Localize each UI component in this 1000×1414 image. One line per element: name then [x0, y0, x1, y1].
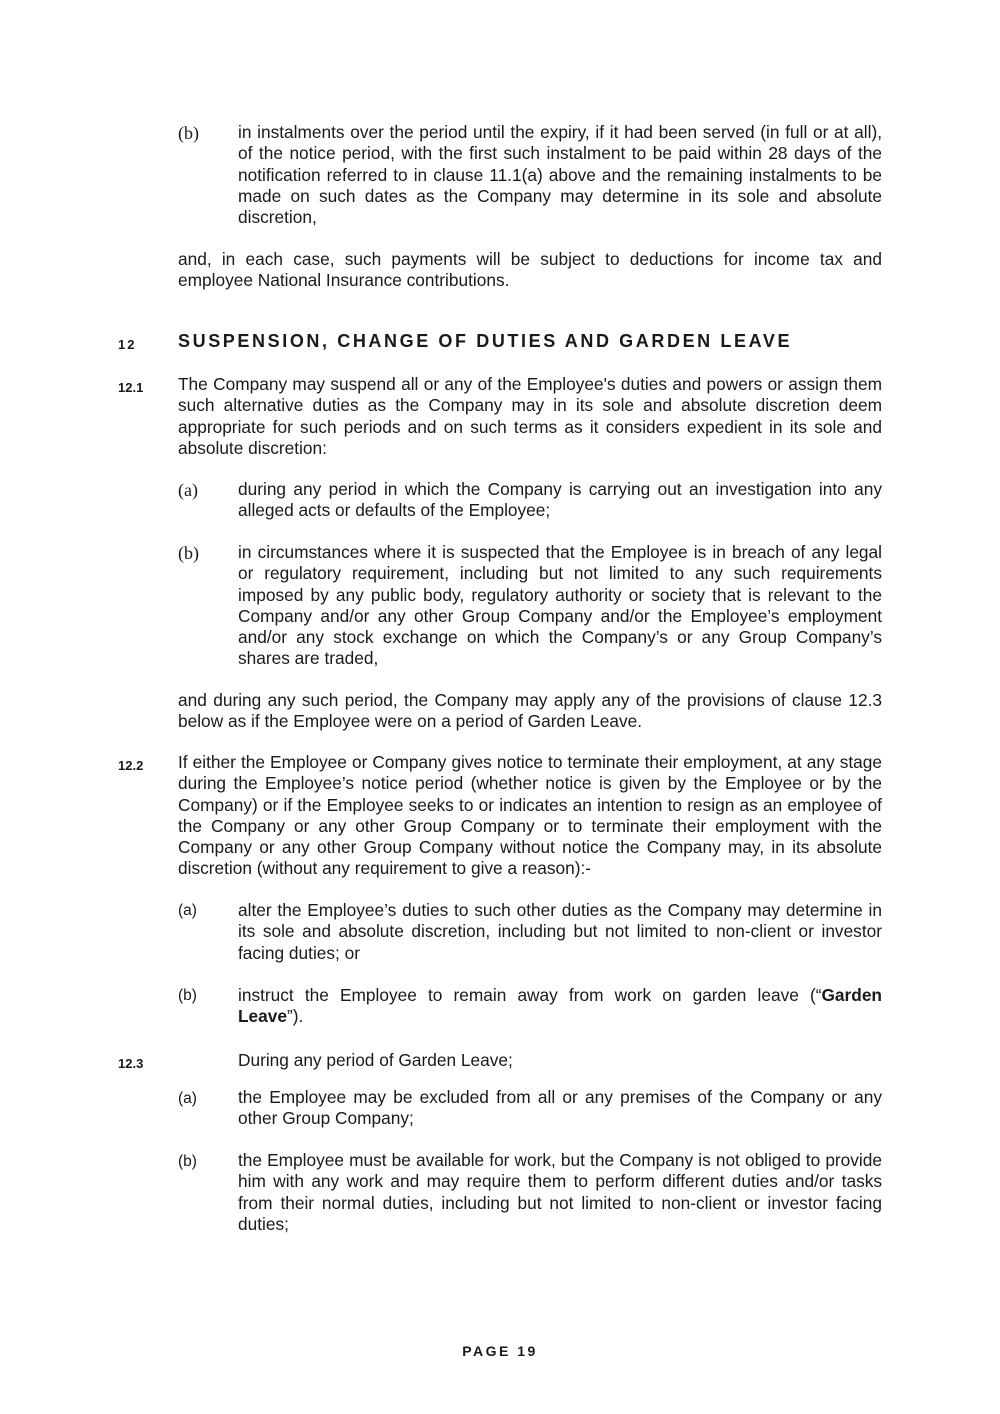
section-heading: SUSPENSION, CHANGE OF DUTIES AND GARDEN LEAVE [178, 331, 793, 351]
item-text: in circumstances where it is suspected that the Employee is in breach of any legal or regulatory requirement, including but not limited to any such requirements imposed by any public body, regulatory authority or society that is relevant to the Company and/or any other Group Company and/or the Employee’s employment and/or any stock exchange on which the Company’s or any Group Company’s shares are traded, [238, 542, 882, 669]
item-text: alter the Employee’s duties to such other duties as the Company may determine in its sole and absolute discretion, including but not limited to non-client or investor facing duties; or [238, 900, 882, 963]
clause-text: The Company may suspend all or any of the Employee's duties and powers or assign them such alternative duties as the Company may in its sole and absolute discretion deem appropriate for such periods and on such terms as it considers expedient in its sole and absolute discretion: [178, 374, 882, 458]
item-label: (b) [178, 123, 199, 143]
clause-number: 12.2 [118, 758, 144, 773]
item-label: (a) [178, 480, 198, 500]
page-number: PAGE 19 [462, 1343, 538, 1359]
item-label: (b) [178, 1153, 197, 1170]
clause-text: If either the Employee or Company gives notice to terminate their employment, at any stage during the Employee’s notice period (whether notice is given by the Employee or by the Company) or if the Employee seeks to or indicates an intention to resign as an employee of the Company or any other Group Company or to terminate their employment with the Company or any other Group Company without notice the Company may, in its absolute discretion (without any requirement to give a reason):- [178, 752, 882, 879]
item-text: the Employee must be available for work, but the Company is not obliged to provide him with any work and may require them to perform different duties and/or tasks from their normal duties, including but not limited to non-client or investor facing duties; [238, 1150, 882, 1234]
defined-term: Garden Leave [238, 985, 882, 1027]
item-text: in instalments over the period until the expiry, if it had been served (in full or at all), of the notice period, with the first such instalment to be paid within 28 days of the notification referred to in clause 11.1(a) above and the remaining instalments to be made on such dates as the Company may determine in its sole and absolute discretion, [238, 122, 882, 228]
paragraph: and, in each case, such payments will be subject to deductions for income tax and employee National Insurance contributions. [178, 249, 882, 291]
item-text: instruct the Employee to remain away from work on garden leave (“Garden Leave”). [238, 985, 882, 1027]
paragraph: and during any such period, the Company may apply any of the provisions of clause 12.3 below as if the Employee were on a period of Garden Leave. [178, 690, 882, 732]
clause-number: 12.3 [118, 1056, 144, 1071]
clause-text: During any period of Garden Leave; [238, 1050, 513, 1070]
section-number: 12 [118, 337, 137, 352]
item-text: the Employee may be excluded from all or any premises of the Company or any other Group Company; [238, 1087, 882, 1129]
item-label: (b) [178, 987, 197, 1004]
clause-number: 12.1 [118, 380, 144, 395]
item-label: (a) [178, 1090, 197, 1107]
item-text: during any period in which the Company is carrying out an investigation into any alleged acts or defaults of the Employee; [238, 479, 882, 521]
item-label: (a) [178, 902, 197, 919]
item-label: (b) [178, 543, 199, 563]
